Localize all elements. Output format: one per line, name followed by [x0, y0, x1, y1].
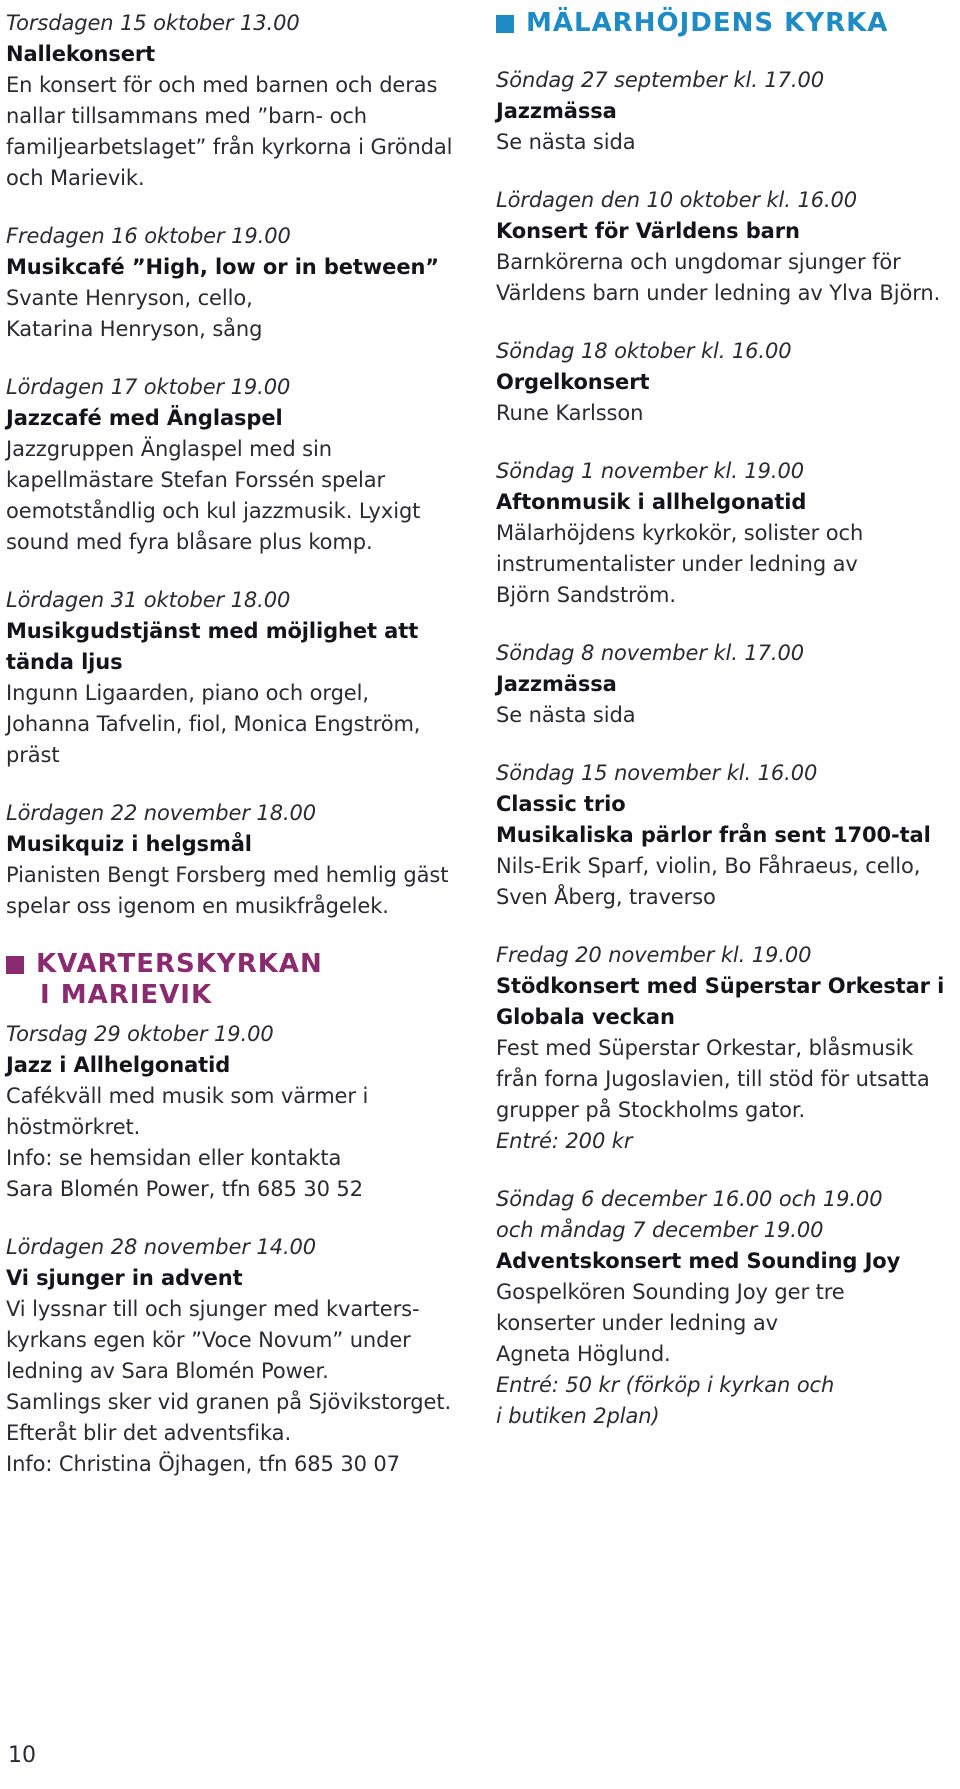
event-description: familjearbetslaget” från kyrkorna i Gröndal — [6, 135, 453, 159]
page-number: 10 — [8, 1743, 36, 1768]
event-description: från forna Jugoslavien, till stöd för utsatta — [496, 1067, 930, 1091]
right-events — [496, 65, 956, 1432]
event-description: och Marievik. — [6, 166, 145, 190]
event-date: Lördagen 28 november 14.00 — [6, 1235, 317, 1259]
event-item — [496, 185, 956, 309]
event-description: instrumentalister under ledning av — [496, 552, 858, 576]
event-item — [6, 1232, 476, 1480]
event-description: spelar oss igenom en musikfrågelek. — [6, 894, 389, 918]
section-heading-malarhojden — [496, 8, 956, 39]
event-item — [496, 1184, 956, 1432]
event-title: Musikaliska pärlor från sent 1700-tal — [496, 823, 931, 847]
event-description: konserter under ledning av — [496, 1311, 778, 1335]
event-title: Musikcafé ”High, low or in between” — [6, 255, 440, 279]
event-description: Samlings sker vid granen på Sjövikstorget. — [6, 1390, 452, 1414]
event-title: Jazzmässa — [496, 99, 617, 123]
event-description: Cafékväll med musik som värmer i — [6, 1084, 369, 1108]
event-date: Söndag 8 november kl. 17.00 — [496, 641, 805, 665]
event-description: ledning av Sara Blomén Power. — [6, 1359, 329, 1383]
event-title: Jazzcafé med Änglaspel — [6, 406, 283, 430]
event-description: Mälarhöjdens kyrkokör, solister och — [496, 521, 864, 545]
event-title: Jazzmässa — [496, 672, 617, 696]
event-description: Johanna Tafvelin, fiol, Monica Engström, — [6, 712, 421, 736]
event-description: Björn Sandström. — [496, 583, 676, 607]
square-bullet-icon — [6, 956, 24, 974]
event-description: Info: se hemsidan eller kontakta — [6, 1146, 342, 1170]
event-item — [6, 372, 476, 558]
event-title: Adventskonsert med Sounding Joy — [496, 1249, 901, 1273]
event-title: Musikquiz i helgsmål — [6, 832, 252, 856]
event-title: Musikgudstjänst med möjlighet att — [6, 619, 419, 643]
event-description: Världens barn under ledning av Ylva Björn. — [496, 281, 941, 305]
event-description: Ingunn Ligaarden, piano och orgel, — [6, 681, 369, 705]
event-title: Orgelkonsert — [496, 370, 650, 394]
event-item — [6, 8, 476, 194]
event-date: Torsdagen 15 oktober 13.00 — [6, 11, 300, 35]
event-description: Barnkörerna och ungdomar sjunger för — [496, 250, 901, 274]
left-events-before — [6, 8, 476, 922]
event-item — [6, 221, 476, 345]
section-heading-line: MÄLARHÖJDENS KYRKA — [526, 8, 889, 38]
event-description: En konsert för och med barnen och deras — [6, 73, 438, 97]
event-date: Söndag 27 september kl. 17.00 — [496, 68, 825, 92]
event-title: Aftonmusik i allhelgonatid — [496, 490, 807, 514]
event-title: tända ljus — [6, 650, 123, 674]
event-date: och måndag 7 december 19.00 — [496, 1218, 824, 1242]
event-price-note: Entré: 50 kr (förköp i kyrkan och — [496, 1373, 835, 1397]
event-description: Pianisten Bengt Forsberg med hemlig gäst — [6, 863, 449, 887]
event-title: Vi sjunger in advent — [6, 1266, 243, 1290]
event-description: Rune Karlsson — [496, 401, 644, 425]
event-description: Fest med Süperstar Orkestar, blåsmusik — [496, 1036, 914, 1060]
event-date: Söndag 1 november kl. 19.00 — [496, 459, 805, 483]
event-description: Gospelkören Sounding Joy ger tre — [496, 1280, 845, 1304]
event-description: grupper på Stockholms gator. — [496, 1098, 806, 1122]
event-date: Fredagen 16 oktober 19.00 — [6, 224, 291, 248]
event-description: Nils-Erik Sparf, violin, Bo Fåhraeus, cello, — [496, 854, 921, 878]
section-heading-kvarterskyrkan — [6, 949, 476, 1011]
event-item — [496, 65, 956, 158]
section-heading-text — [526, 8, 888, 39]
event-description: Jazzgruppen Änglaspel med sin — [6, 437, 332, 461]
event-description: Agneta Höglund. — [496, 1342, 671, 1366]
event-description: Se nästa sida — [496, 703, 636, 727]
event-date: Lördagen 22 november 18.00 — [6, 801, 317, 825]
event-description: Efteråt blir det adventsfika. — [6, 1421, 292, 1445]
event-description: Sven Åberg, traverso — [496, 885, 716, 909]
event-description: nallar tillsammans med ”barn- och — [6, 104, 367, 128]
event-title: Stödkonsert med Süperstar Orkestar i — [496, 974, 945, 998]
event-description: Vi lyssnar till och sjunger med kvarters- — [6, 1297, 420, 1321]
event-item — [6, 585, 476, 771]
event-description: Se nästa sida — [496, 130, 636, 154]
event-description: kyrkans egen kör ”Voce Novum” under — [6, 1328, 411, 1352]
event-date: Söndag 18 oktober kl. 16.00 — [496, 339, 792, 363]
event-title: Globala veckan — [496, 1005, 675, 1029]
left-column — [6, 8, 476, 1507]
event-item — [496, 336, 956, 429]
event-item — [6, 798, 476, 922]
event-title: Konsert för Världens barn — [496, 219, 800, 243]
event-description: präst — [6, 743, 60, 767]
event-item — [496, 758, 956, 913]
section-heading-line: I MARIEVIK — [40, 980, 213, 1010]
event-item — [496, 456, 956, 611]
event-description: höstmörkret. — [6, 1115, 141, 1139]
left-events-after — [6, 1019, 476, 1480]
event-date: Fredag 20 november kl. 19.00 — [496, 943, 812, 967]
square-bullet-icon — [496, 15, 514, 33]
event-date: Lördagen den 10 oktober kl. 16.00 — [496, 188, 858, 212]
event-description: Info: Christina Öjhagen, tfn 685 30 07 — [6, 1452, 400, 1476]
event-item — [6, 1019, 476, 1205]
event-description: sound med fyra blåsare plus komp. — [6, 530, 373, 554]
event-title: Classic trio — [496, 792, 626, 816]
event-description: Katarina Henryson, sång — [6, 317, 263, 341]
event-date: Söndag 6 december 16.00 och 19.00 — [496, 1187, 883, 1211]
event-price-note: Entré: 200 kr — [496, 1129, 633, 1153]
event-date: Lördagen 17 oktober 19.00 — [6, 375, 291, 399]
event-description: kapellmästare Stefan Forssén spelar — [6, 468, 386, 492]
event-description: Sara Blomén Power, tfn 685 30 52 — [6, 1177, 363, 1201]
event-title: Jazz i Allhelgonatid — [6, 1053, 231, 1077]
right-column — [496, 8, 956, 1459]
event-item — [496, 940, 956, 1157]
event-description: Svante Henryson, cello, — [6, 286, 253, 310]
event-date: Lördagen 31 oktober 18.00 — [6, 588, 291, 612]
event-title: Nallekonsert — [6, 42, 156, 66]
event-description: oemotståndlig och kul jazzmusik. Lyxigt — [6, 499, 421, 523]
event-item — [496, 638, 956, 731]
section-heading-line: KVARTERSKYRKAN — [36, 949, 323, 979]
event-date: Söndag 15 november kl. 16.00 — [496, 761, 818, 785]
event-price-note: i butiken 2plan) — [496, 1404, 660, 1428]
event-date: Torsdag 29 oktober 19.00 — [6, 1022, 274, 1046]
section-heading-text — [36, 949, 323, 1011]
